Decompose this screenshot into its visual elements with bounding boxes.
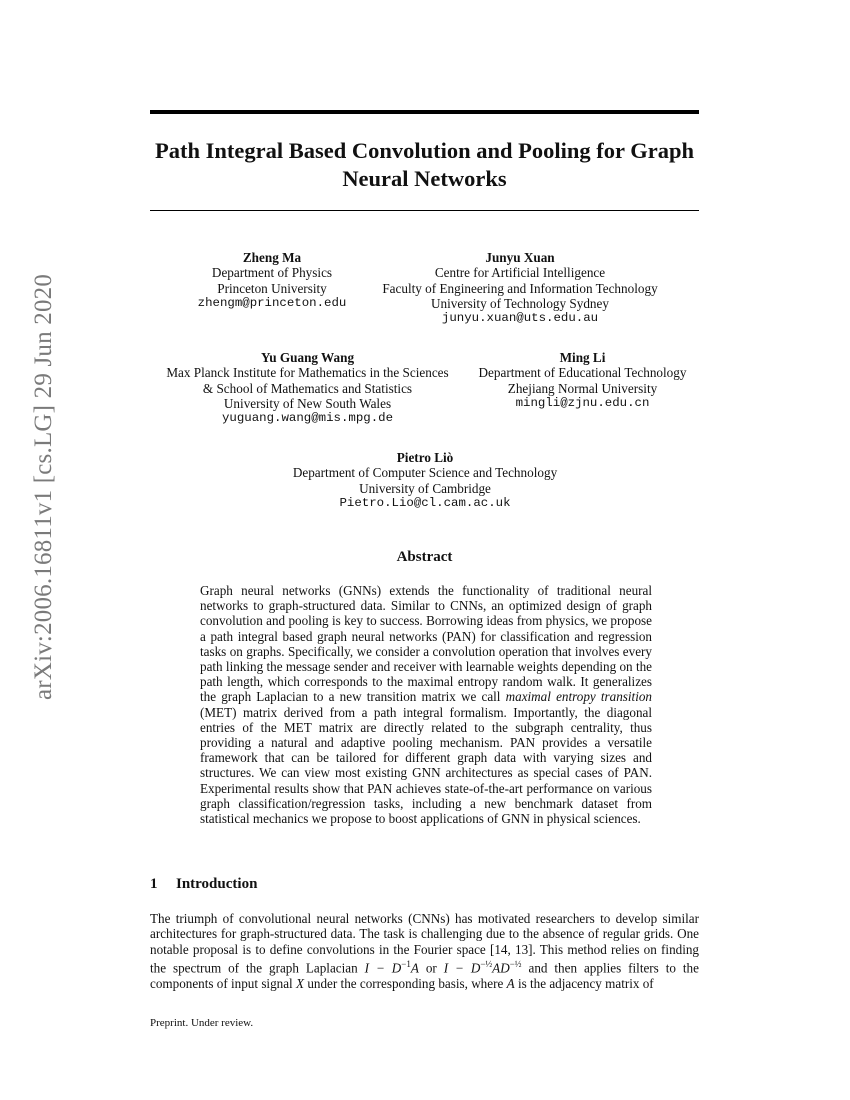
- author-affiliation: University of New South Wales: [223, 395, 392, 411]
- abstract-text: Graph neural networks (GNNs) extends the functionality of traditional neural networks to graph-structured data. Similar to CNNs, an optimized design of graph convolution and pooling is key to success. Borrowing ideas from physics, we propose a path integral based graph neural networks (PAN) for classification and regression tasks on graphs. Specifically, we consider a convolution operation that involves every path linking the message sender and receiver with learnable weights depending on the path length, which corresponds to the maximal entropy random walk. It generalizes the graph Laplacian to a new transition matrix we call: [200, 583, 652, 705]
- author-name: Ming Li: [559, 350, 606, 365]
- section-number: 1: [150, 876, 158, 892]
- author-email: zhengm@princeton.edu: [197, 295, 347, 310]
- author-name: Pietro Liò: [396, 450, 454, 465]
- author-name: Yu Guang Wang: [260, 350, 355, 365]
- intro-text: is the adjacency matrix of: [517, 975, 654, 991]
- abstract-body: [200, 583, 652, 826]
- math-superscript: −½: [480, 958, 493, 969]
- author-affiliation: Faculty of Engineering and Information Technology: [382, 280, 658, 296]
- math-formula: I − D: [364, 960, 402, 976]
- author-block: [150, 350, 465, 426]
- author-name: Zheng Ma: [242, 250, 302, 265]
- author-affiliation: Department of Educational Technology: [478, 365, 687, 381]
- math-symbol: X: [296, 975, 305, 991]
- author-email: junyu.xuan@uts.edu.au: [441, 311, 599, 326]
- math-superscript: −½: [509, 958, 522, 969]
- math-symbol: A: [506, 975, 515, 991]
- author-affiliation: Department of Physics: [211, 265, 333, 281]
- intro-text: and then applies filters to the components of input signal: [150, 960, 699, 991]
- section-title: Introduction: [176, 876, 258, 892]
- author-block: [172, 250, 372, 311]
- author-affiliation: Max Planck Institute for Mathematics in the Sciences: [166, 365, 449, 381]
- author-email: mingli@zjnu.edu.cn: [515, 395, 650, 410]
- author-email: Pietro.Lio@cl.cam.ac.uk: [339, 495, 511, 510]
- abstract-heading: Abstract: [396, 549, 453, 565]
- paper-title: Path Integral Based Convolution and Pooling for Graph Neural Networks: [154, 138, 695, 191]
- intro-text: under the corresponding basis, where: [307, 975, 504, 991]
- author-affiliation: University of Technology Sydney: [431, 295, 609, 311]
- author-name: Junyu Xuan: [485, 250, 555, 265]
- abstract-text: (MET) matrix derived from a path integral formalism. Importantly, the diagonal entries of the MET matrix are directly related to the subgraph centrality, thus providing a natural and adaptive pooling mechanism. PAN provides a versatile framework that can be tailored for different graph data with varying sizes and structures. We can view most existing GNN architectures as special cases of PAN. Experimental results show that PAN achieves state-of-the-art performance on various graph classification/regression tasks, including a new benchmark dataset from statistical mechanics we propose to boost applications of GNN in physical sciences.: [200, 704, 652, 827]
- author-affiliation: Princeton University: [217, 280, 327, 296]
- author-affiliation: Department of Computer Science and Technology: [292, 465, 558, 481]
- intro-text: The triumph of convolutional neural networks (CNNs) has motivated researchers to develop similar architectures for graph-structured data. The task is challenging due to the absence of regular grids. One notable proposal is to define convolutions in the Fourier space [14, 13]. This method relies on finding the spectrum of the graph Laplacian: [150, 911, 699, 976]
- arxiv-id: arXiv:2006.16811v1 [cs.LG] 29 Jun 2020: [30, 273, 57, 700]
- section-heading: [150, 876, 257, 893]
- math-formula: AD: [492, 960, 510, 976]
- author-affiliation: Centre for Artificial Intelligence: [434, 265, 606, 281]
- author-block: [360, 250, 680, 326]
- author-affiliation: University of Cambridge: [359, 480, 491, 496]
- math-formula: A: [410, 960, 419, 976]
- author-email: yuguang.wang@mis.mpg.de: [221, 411, 394, 426]
- intro-text: or: [425, 960, 437, 976]
- author-block: [470, 350, 695, 411]
- math-superscript: −1: [401, 958, 411, 969]
- author-affiliation: Zhejiang Normal University: [507, 380, 658, 396]
- title-bottom-rule: [150, 210, 699, 211]
- intro-paragraph: [150, 911, 699, 991]
- abstract-emphasis: maximal entropy transition: [505, 689, 652, 705]
- title-top-rule: [150, 110, 699, 114]
- math-formula: I − D: [443, 960, 481, 976]
- footer-note: Preprint. Under review.: [150, 1017, 254, 1029]
- author-affiliation: & School of Mathematics and Statistics: [202, 380, 413, 396]
- author-block: [250, 450, 600, 511]
